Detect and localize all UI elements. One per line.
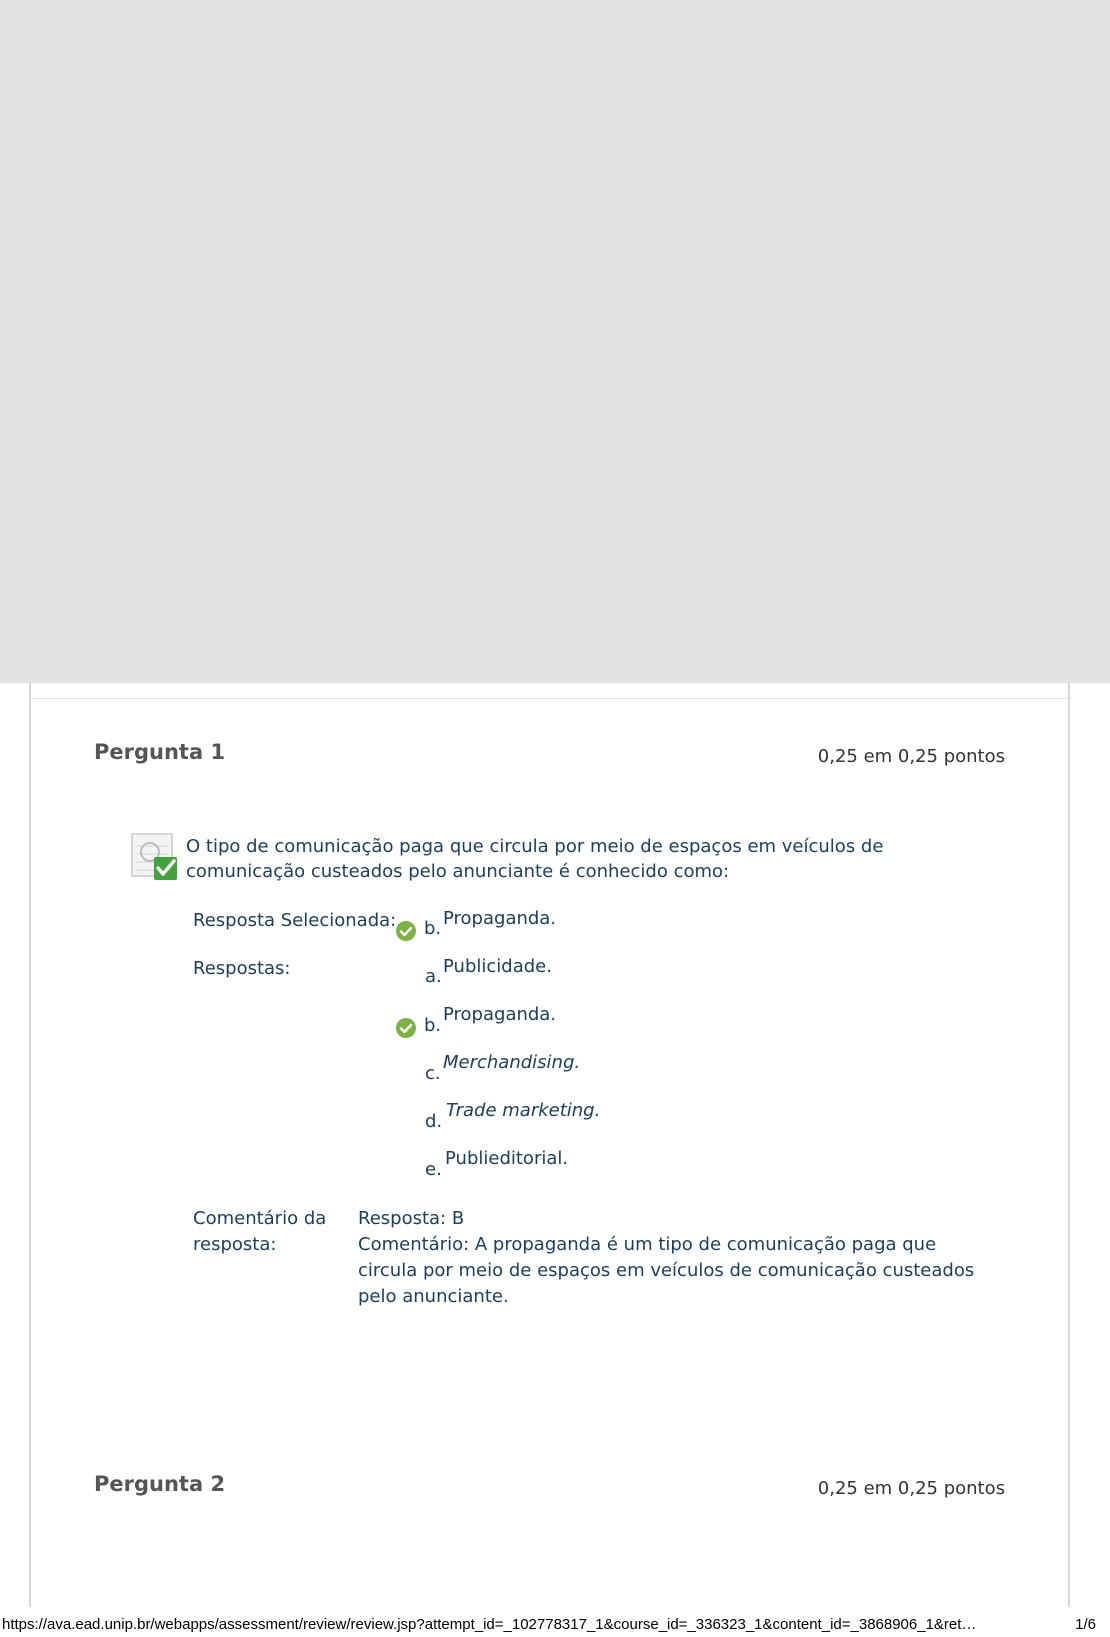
answer-b-letter: b.: [424, 1015, 442, 1036]
comment-text: Comentário: A propaganda é um tipo de comunicação paga que circula por meio de espaços em veículos de comunicação custeados pelo anunciante.: [358, 1234, 975, 1307]
question-1-text: O tipo de comunicação paga que circula por meio de espaços em veículos de comunicação custeados pelo anunciante é conhecido como:: [186, 836, 884, 882]
answer-a-letter: a.: [425, 966, 442, 987]
correct-check-icon: [396, 921, 416, 941]
question-correct-icon: [130, 832, 180, 882]
question-1-points: 0,25 em 0,25 pontos: [817, 746, 1005, 767]
answer-c-text: Merchandising.: [443, 1052, 581, 1073]
footer-page-number: 1/6: [1075, 1616, 1096, 1633]
answer-e-text: Publieditorial.: [445, 1148, 569, 1169]
selected-answer-label: Resposta Selecionada:: [193, 910, 397, 931]
comment-label-line-1: Comentário da: [193, 1208, 327, 1229]
question-1-title: Pergunta 1: [94, 740, 226, 764]
footer-url: https://ava.ead.unip.br/webapps/assessment/review/review.jsp?attempt_id=_102778317_1&course_id=_336323_1&content_id=_3868906_1&ret…: [2, 1616, 977, 1633]
correct-check-icon: [396, 1018, 416, 1038]
answer-d-text: Trade marketing.: [446, 1100, 601, 1121]
question-2-points: 0,25 em 0,25 pontos: [817, 1478, 1005, 1499]
answer-d-letter: d.: [425, 1111, 443, 1132]
blank-header-area: [0, 0, 1110, 683]
answer-e-letter: e.: [425, 1159, 442, 1180]
question-2-title: Pergunta 2: [94, 1472, 226, 1496]
comment-body: [358, 1206, 998, 1310]
answer-a-text: Publicidade.: [443, 956, 552, 977]
comment-label: [193, 1206, 326, 1258]
comment-label-line-2: resposta:: [193, 1234, 277, 1255]
selected-answer-text: Propaganda.: [443, 908, 557, 929]
answer-c-letter: c.: [425, 1063, 441, 1084]
answer-b-text: Propaganda.: [443, 1004, 557, 1025]
answers-label: Respostas:: [193, 958, 291, 979]
content-frame: [29, 683, 1070, 1607]
selected-answer-letter: b.: [424, 918, 442, 939]
comment-answer: Resposta: B: [358, 1208, 465, 1229]
